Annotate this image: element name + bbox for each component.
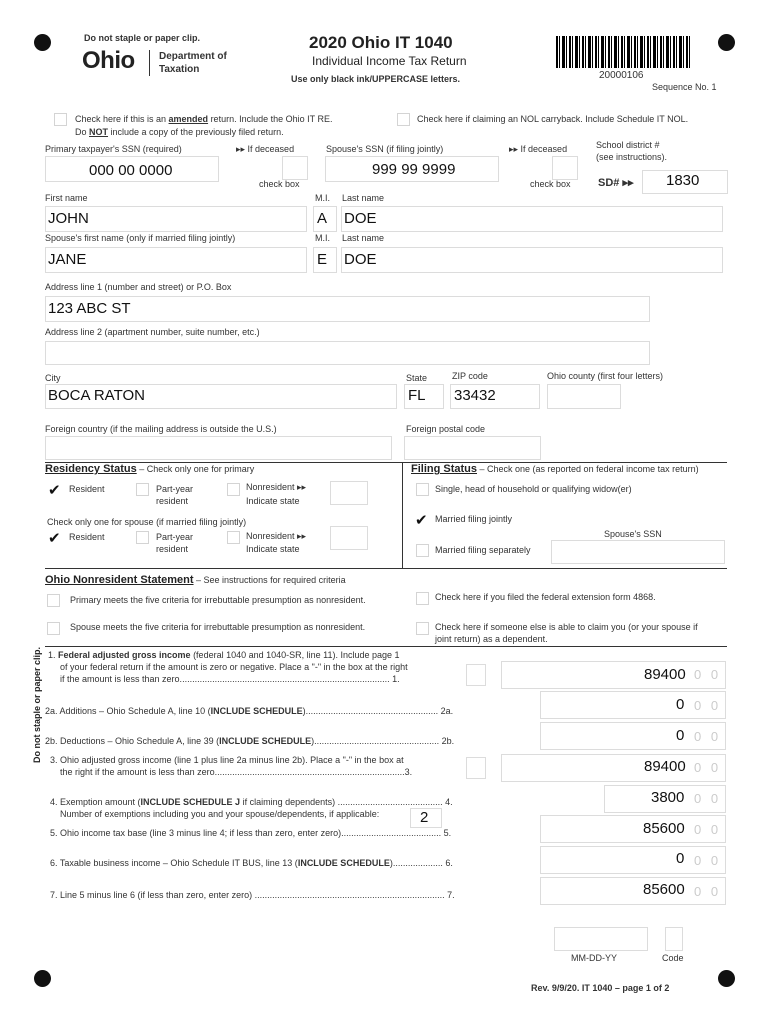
state-label: State (406, 373, 428, 383)
primary-part-year-label-2: resident (156, 496, 189, 506)
first-name-label: First name (45, 193, 88, 203)
state-value: FL (408, 387, 426, 404)
primary-part-year-label-1: Part-year (156, 484, 194, 494)
date-field[interactable] (554, 927, 648, 951)
school-district-label-1: School district # (596, 140, 660, 150)
line-2b-cents: 0 0 (694, 729, 722, 744)
spouse-part-year-checkbox[interactable] (136, 531, 149, 544)
line-3-value: 89400 (644, 758, 686, 775)
line-4-text-2: Number of exemptions including you and your spouse/dependents, if applicable: (60, 809, 380, 819)
county-field[interactable] (547, 384, 621, 409)
dependent-label-1: Check here if someone else is able to claim you (or your spouse if (435, 622, 698, 632)
date-label: MM-DD-YY (571, 953, 617, 963)
spouse-nonresident-label-1: Nonresident ▸▸ (246, 531, 307, 541)
line-4-cents: 0 0 (694, 791, 722, 806)
spouse-resident-check[interactable]: ✔ (48, 530, 61, 547)
line-2a-value: 0 (676, 696, 685, 713)
dependent-label-2: joint return) as a dependent. (435, 634, 548, 644)
zip-value: 33432 (454, 387, 496, 404)
nonresident-statement-heading: Ohio Nonresident Statement – See instructions for required criteria (45, 574, 346, 586)
mfj-check[interactable]: ✔ (415, 512, 428, 529)
spouse-ssn-filing-label: Spouse's SSN (604, 529, 662, 539)
side-staple-note: Do not staple or paper clip. (32, 647, 42, 764)
code-label: Code (662, 953, 684, 963)
registration-mark-bottom-right (718, 970, 735, 987)
mfs-checkbox[interactable] (416, 544, 429, 557)
address-line-1-field[interactable] (45, 296, 650, 322)
spouse-part-year-label-2: resident (156, 544, 189, 554)
form-title: 2020 Ohio IT 1040 (309, 33, 453, 52)
spouse-residency-label: Check only one for spouse (if married filing jointly) (47, 517, 247, 527)
school-district-prefix: SD# ▸▸ (598, 177, 634, 189)
single-checkbox[interactable] (416, 483, 429, 496)
logo-divider (149, 50, 150, 76)
primary-nonresident-label-2: Indicate state (246, 496, 300, 506)
line-5-cents: 0 0 (694, 822, 722, 837)
address-line-2-field[interactable] (45, 341, 650, 365)
zip-label: ZIP code (452, 371, 488, 381)
line-1-value: 89400 (644, 666, 686, 683)
ohio-logo: Ohio (82, 47, 135, 74)
line-5-text: 5. Ohio income tax base (line 3 minus line 4; if less than zero, enter zero)........................................ 5. (50, 828, 452, 838)
extension-checkbox[interactable] (416, 592, 429, 605)
spouse-last-name-value: DOE (344, 251, 377, 268)
line-1-sign-box[interactable] (466, 664, 486, 686)
first-name-value: JOHN (48, 210, 89, 227)
line-3-sign-box[interactable] (466, 757, 486, 779)
primary-nonresident-label-1: Nonresident ▸▸ (246, 482, 307, 492)
spouse-mi-label: M.I. (315, 233, 330, 243)
primary-resident-label: Resident (69, 484, 105, 494)
address-line-2-label: Address line 2 (apartment number, suite number, etc.) (45, 327, 260, 337)
department-line-2: Taxation (159, 64, 200, 75)
spouse-irrebuttable-checkbox[interactable] (47, 622, 60, 635)
mi-value: A (317, 210, 328, 227)
line-3-text-2: the right if the amount is less than zero............................................................................3. (60, 767, 413, 777)
primary-ssn-value: 000 00 0000 (89, 162, 173, 179)
line-1-text-1: 1. Federal adjusted gross income (federal 1040 and 1040-SR, line 11). Include page 1 (48, 650, 400, 660)
section-divider (402, 462, 403, 569)
last-name-value: DOE (344, 210, 377, 227)
spouse-state-field[interactable] (330, 526, 368, 550)
spouse-ssn-label: Spouse's SSN (if filing jointly) (326, 144, 444, 154)
line-1-amount-field[interactable] (501, 661, 726, 689)
barcode-number: 20000106 (599, 70, 644, 81)
line-4-text-1: 4. Exemption amount (INCLUDE SCHEDULE J if claiming dependents) .......................................... 4. (50, 797, 453, 807)
primary-irrebuttable-checkbox[interactable] (47, 594, 60, 607)
line-4-value: 3800 (651, 789, 685, 806)
mfs-label: Married filing separately (435, 545, 531, 555)
exemptions-count-value: 2 (420, 809, 429, 826)
form-ink-note: Use only black ink/UPPERCASE letters. (291, 74, 461, 84)
line-7-text: 7. Line 5 minus line 6 (if less than zero, enter zero) ............................................................................ 7. (50, 890, 455, 900)
primary-check-box-label: check box (259, 179, 300, 189)
registration-mark-top-right (718, 34, 735, 51)
spouse-ssn-value: 999 99 9999 (372, 161, 456, 178)
line-6-text: 6. Taxable business income – Ohio Schedule IT BUS, line 13 (INCLUDE SCHEDULE).................... 6. (50, 858, 453, 868)
registration-mark-bottom-left (34, 970, 51, 987)
amended-text-2: Do NOT include a copy of the previously filed return. (75, 127, 284, 137)
code-field[interactable] (665, 927, 683, 951)
line-7-cents: 0 0 (694, 884, 722, 899)
school-district-value: 1830 (666, 172, 700, 189)
school-district-label-2: (see instructions). (596, 152, 668, 162)
spouse-part-year-label-1: Part-year (156, 532, 194, 542)
spouse-last-name-label: Last name (342, 233, 385, 243)
revision-note: Rev. 9/9/20. IT 1040 – page 1 of 2 (531, 983, 670, 993)
nol-checkbox[interactable] (397, 113, 410, 126)
foreign-country-field[interactable] (45, 436, 392, 460)
barcode (556, 36, 692, 68)
foreign-postal-field[interactable] (404, 436, 541, 460)
form-subtitle: Individual Income Tax Return (312, 54, 467, 68)
spouse-deceased-checkbox[interactable] (552, 156, 578, 180)
line-6-value: 0 (676, 850, 685, 867)
mi-label: M.I. (315, 193, 330, 203)
line-1-text-2: of your federal return if the amount is zero or negative. Place a "-" in the box at the right (60, 662, 408, 672)
spouse-resident-label: Resident (69, 532, 105, 542)
line-3-cents: 0 0 (694, 760, 722, 775)
address-line-1-label: Address line 1 (number and street) or P.O. Box (45, 282, 232, 292)
primary-deceased-checkbox[interactable] (282, 156, 308, 180)
staple-note: Do not staple or paper clip. (84, 33, 201, 43)
single-label: Single, head of household or qualifying widow(er) (435, 484, 632, 494)
county-label: Ohio county (first four letters) (547, 371, 664, 381)
filing-status-heading: Filing Status – Check one (as reported on federal income tax return) (411, 463, 699, 475)
line-2a-cents: 0 0 (694, 698, 722, 713)
spouse-last-name-field[interactable] (341, 247, 723, 273)
foreign-postal-label: Foreign postal code (406, 424, 486, 434)
dependent-checkbox[interactable] (416, 622, 429, 635)
line-5-value: 85600 (643, 820, 685, 837)
line-7-value: 85600 (643, 881, 685, 898)
amended-text-1: Check here if this is an amended return. Include the Ohio IT RE. (75, 114, 333, 124)
line-3-text-1: 3. Ohio adjusted gross income (line 1 plus line 2a minus line 2b). Place a "-" in the box at (50, 755, 404, 765)
residency-heading: Residency Status – Check only one for primary (45, 463, 255, 475)
amended-checkbox[interactable] (54, 113, 67, 126)
primary-ssn-label: Primary taxpayer's SSN (required) (45, 144, 182, 154)
foreign-country-label: Foreign country (if the mailing address is outside the U.S.) (45, 424, 277, 434)
mfj-label: Married filing jointly (435, 514, 513, 524)
primary-deceased-label: ▸▸ If deceased (236, 144, 295, 154)
line-2b-value: 0 (676, 727, 685, 744)
registration-mark-top-left (34, 34, 51, 51)
primary-nonresident-checkbox[interactable] (227, 483, 240, 496)
spouse-nonresident-label-2: Indicate state (246, 544, 300, 554)
line-2b-text: 2b. Deductions – Ohio Schedule A, line 39 (INCLUDE SCHEDULE).................................................. 2b. (45, 736, 455, 746)
primary-part-year-checkbox[interactable] (136, 483, 149, 496)
line-6-cents: 0 0 (694, 853, 722, 868)
extension-label: Check here if you filed the federal extension form 4868. (435, 592, 656, 602)
city-label: City (45, 373, 61, 383)
spouse-first-name-value: JANE (48, 251, 87, 268)
spouse-first-name-label: Spouse's first name (only if married filing jointly) (45, 233, 236, 243)
address-line-1-value: 123 ABC ST (48, 300, 131, 317)
primary-irrebuttable-label: Primary meets the five criteria for irrebuttable presumption as nonresident. (70, 595, 366, 605)
line-3-amount-field[interactable] (501, 754, 726, 782)
last-name-field[interactable] (341, 206, 723, 232)
last-name-label: Last name (342, 193, 385, 203)
nol-text: Check here if claiming an NOL carryback. Include Schedule IT NOL. (417, 114, 689, 124)
primary-state-field[interactable] (330, 481, 368, 505)
department-line-1: Department of (159, 51, 227, 62)
spouse-mi-value: E (317, 251, 328, 268)
section-rule-bottom (45, 568, 727, 569)
line-2a-text: 2a. Additions – Ohio Schedule A, line 10 (INCLUDE SCHEDULE)..................................................... 2a. (45, 706, 454, 716)
line-1-cents: 0 0 (694, 667, 722, 682)
line-1-text-3: if the amount is less than zero.................................................................................... 1. (60, 674, 400, 684)
mfs-spouse-ssn-field[interactable] (551, 540, 725, 564)
spouse-check-box-label: check box (530, 179, 571, 189)
spouse-irrebuttable-label: Spouse meets the five criteria for irrebuttable presumption as nonresident. (70, 622, 366, 632)
city-value: BOCA RATON (48, 387, 145, 404)
primary-resident-check[interactable]: ✔ (48, 482, 61, 499)
sequence-number: Sequence No. 1 (652, 82, 717, 92)
spouse-nonresident-checkbox[interactable] (227, 531, 240, 544)
lines-rule (45, 646, 727, 647)
spouse-deceased-label: ▸▸ If deceased (509, 144, 568, 154)
